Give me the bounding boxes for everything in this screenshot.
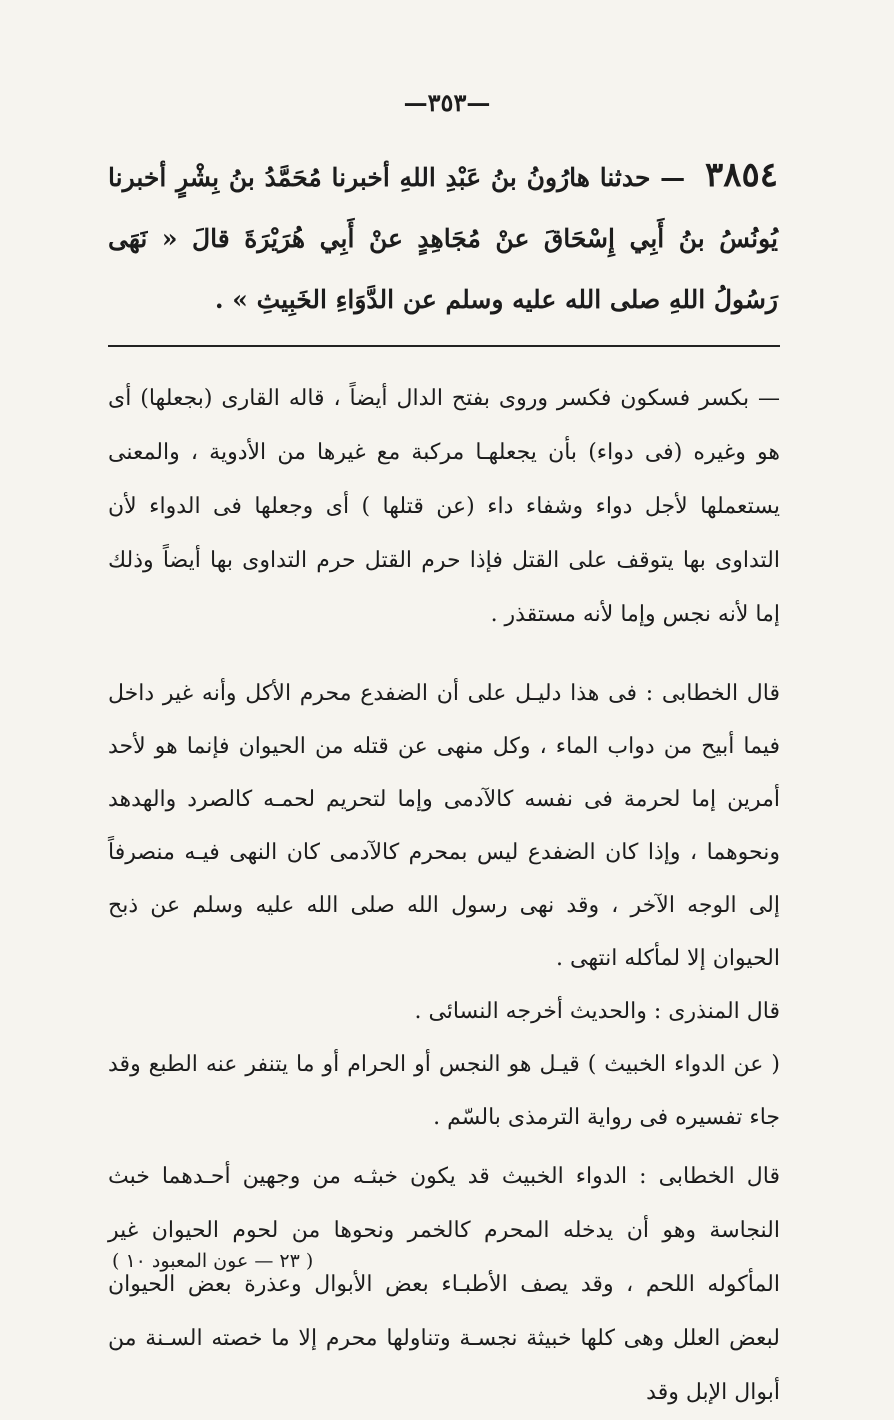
- hadith-number: ٣٨٥٤: [704, 155, 778, 195]
- signature-line: ( ٢٣ — عون المعبود ١٠ ): [112, 1250, 314, 1272]
- commentary-paragraph: قال المنذرى : والحديث أخرجه النسائى .: [414, 999, 780, 1024]
- hadith-text: — حدثنا هارُونُ بنُ عَبْدِ اللهِ أخبرنا مُحَمَّدُ بنُ بِشْرٍ أخبرنا يُونُسُ بنُ أَبِي إِسْحَاقَ عنْ مُجَاهِدٍ عنْ أَبِي هُرَيْرَةَ قالَ « نَهَى رَسُولُ اللهِ صلى الله عليه وسلم عن الدَّوَاءِ الخَبِيثِ » .: [108, 163, 778, 314]
- commentary-paragraph: — بكسر فسكون فكسر وروى بفتح الدال أيضاً ، قاله القارى (بجعلها) أى هو وغيره (فى دواء) بأن يجعلهـا مركبة مع غيرها من الأدوية ، والمعنى يستعملها لأجل دواء وشفاء داء (عن قتلها ) أى وجعلها فى الدواء لأن التداوى بها يتوقف على القتل فإذا حرم القتل حرم التداوى بها أيضاً وذلك إما لأنه نجس وإما لأنه مستقذر .: [108, 386, 780, 627]
- commentary-paragraph: قال الخطابى : الدواء الخبيث قد يكون خبثـه من وجهين أحـدهما خبث النجاسة وهو أن يدخله المحرم كالخمر ونحوها من لحوم الحيوان غير المأكوله اللحم ، وقد يصف الأطبـاء بعض الأبوال وعذرة بعض الحيوان لبعض العلل وهى كلها خبيثة نجسـة وتناولها محرم إلا ما خصته السـنة من أبوال الإبل وقد: [108, 1164, 780, 1405]
- commentary-paragraph: ( عن الدواء الخبيث ) قيـل هو النجس أو الحرام أو ما يتنفر عنه الطبع وقد جاء تفسيره فى رواية الترمذى بالسّم .: [108, 1052, 780, 1130]
- commentary-paragraph: قال الخطابى : فى هذا دليـل على أن الضفدع محرم الأكل وأنه غير داخل فيما أبيح من دواب الماء ، وكل منهى عن قتله من الحيوان فإنما هو لأحد أمرين إما لحرمة فى نفسه كالآدمى وإما لتحريم لحمـه كالصرد والهدهد ونحوهما ، وإذا كان الضفدع ليس بمحرم كالآدمى كان النهى فيـه منصرفاً إلى الوجه الآخر ، وقد نهى رسول الله صلى الله عليه وسلم عن ذبح الحيوان إلا لمأكله انتهى .: [108, 681, 780, 971]
- separator-rule: [108, 345, 780, 347]
- page-number: —٣٥٣—: [403, 88, 491, 117]
- hadith-block: [108, 145, 778, 330]
